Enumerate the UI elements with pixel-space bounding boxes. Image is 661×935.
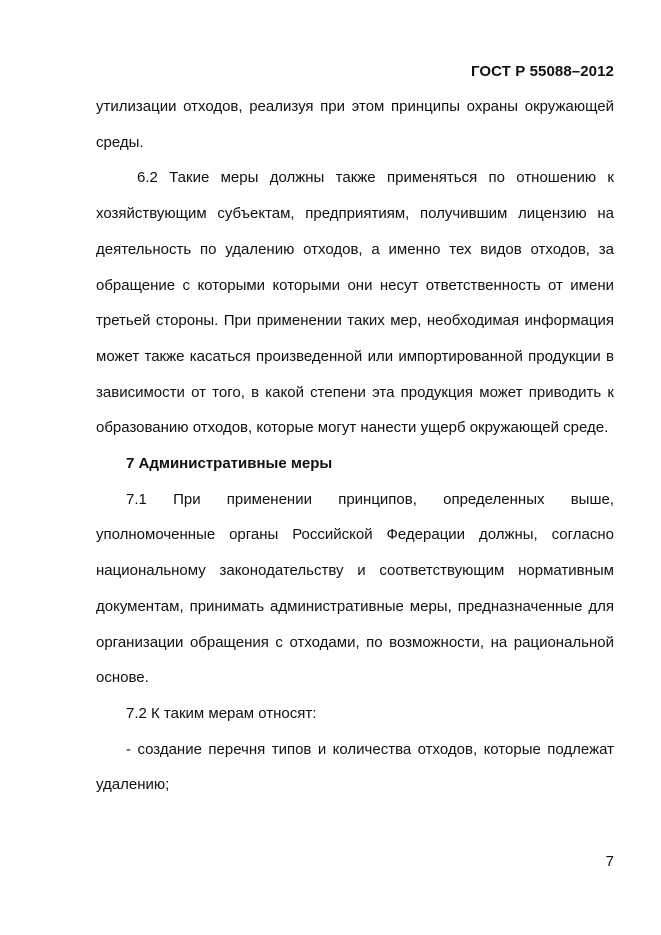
list-item-measure: - создание перечня типов и количества отходов, которые подлежат удалению;	[96, 740, 614, 794]
paragraph-7-1: 7.1 При применении принципов, определенных выше, уполномоченные органы Российской Федерации должны, согласно национальному законодательству и соответствующим нормативным документам, принимать административные меры, предназначенные для организации обращения с отходами, по возможности, на рациональной основе.	[96, 490, 614, 687]
section-7-heading: 7 Административные меры	[126, 455, 333, 473]
paragraph-continuation: утилизации отходов, реализуя при этом принципы охраны окружающей среды.	[96, 98, 614, 151]
document-code-header: ГОСТ Р 55088–2012	[470, 63, 614, 80]
page-body	[96, 89, 614, 803]
paragraph-6-2: 6.2 Такие меры должны также применяться по отношению к хозяйствующим субъектам, предприятиям, получившим лицензию на деятельность по удалению отходов, а именно тех видов отходов, за обращение с которыми которыми они несут ответственность от имени третьей стороны. При применении таких мер, необходимая информация может также касаться произведенной или импортированной продукции в зависимости от того, в какой степени эта продукция может приводить к образованию отходов, которые могут нанести ущерб окружающей среде.	[96, 169, 614, 437]
page-number: 7	[605, 853, 614, 870]
paragraph-7-2: 7.2 К таким мерам относят:	[126, 704, 317, 722]
